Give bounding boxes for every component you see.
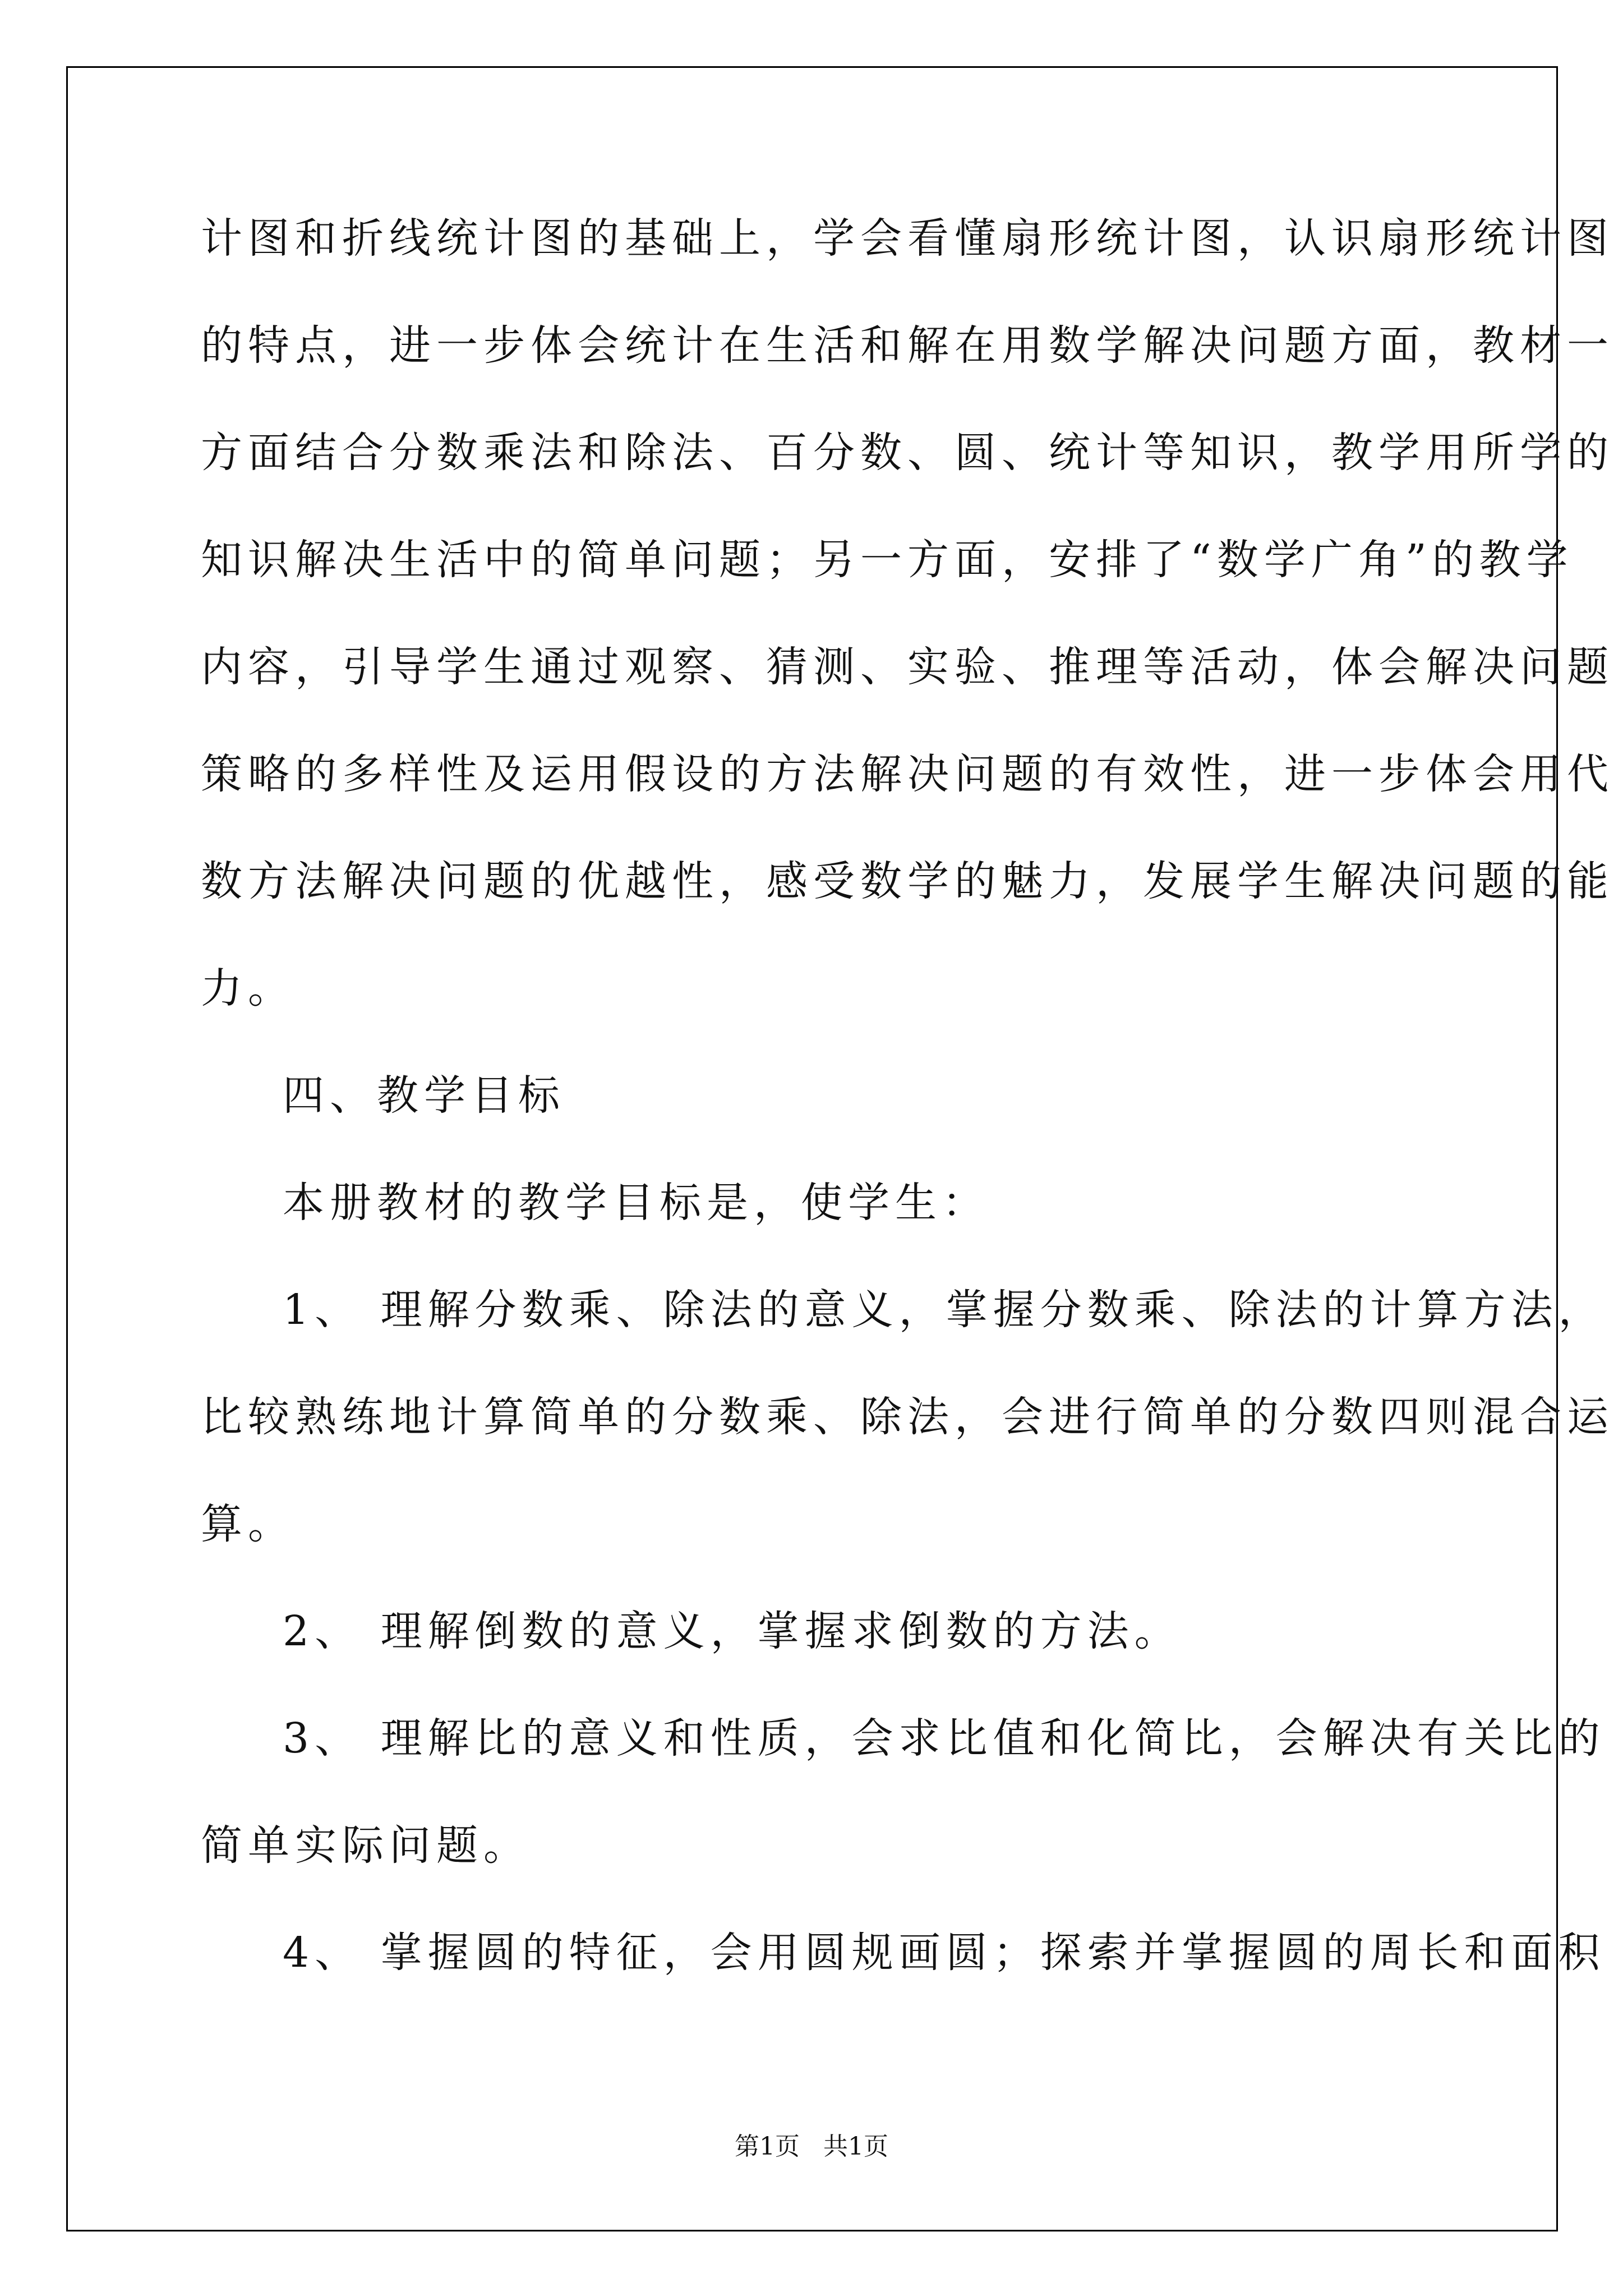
text-line: 力。 bbox=[201, 964, 295, 1013]
page-footer bbox=[0, 2126, 1623, 2162]
list-item: 3、 理解比的意义和性质，会求比值和化简比，会解决有关比的 bbox=[283, 1714, 1606, 1763]
text-line: 本册教材的教学目标是，使学生： bbox=[283, 1179, 989, 1227]
text-line: 数方法解决问题的优越性，感受数学的魅力，发展学生解决问题的能 bbox=[201, 857, 1614, 905]
text-line: 的特点，进一步体会统计在生活和解在用数学解决问题方面，教材一 bbox=[201, 321, 1614, 370]
section-heading: 四、教学目标 bbox=[283, 1071, 565, 1120]
text-line: 内容，引导学生通过观察、猜测、实验、推理等活动，体会解决问题 bbox=[201, 643, 1614, 691]
text-line: 比较熟练地计算简单的分数乘、除法，会进行简单的分数四则混合运 bbox=[201, 1393, 1614, 1441]
page-number: 第1页 bbox=[735, 2132, 800, 2161]
list-item: 2、 理解倒数的意义，掌握求倒数的方法。 bbox=[283, 1607, 1182, 1655]
text-line: 简单实际问题。 bbox=[201, 1821, 531, 1870]
list-item: 4、 掌握圆的特征，会用圆规画圆；探索并掌握圆的周长和面积 bbox=[283, 1929, 1606, 1977]
text-line: 算。 bbox=[201, 1500, 295, 1548]
page-total: 共1页 bbox=[823, 2132, 888, 2161]
text-line: 策略的多样性及运用假设的方法解决问题的有效性，进一步体会用代 bbox=[201, 750, 1614, 798]
text-line: 方面结合分数乘法和除法、百分数、圆、统计等知识，教学用所学的 bbox=[201, 429, 1614, 477]
text-line: 知识解决生活中的简单问题；另一方面，安排了“数学广角”的教学 bbox=[201, 536, 1574, 584]
page-border bbox=[66, 66, 1558, 2231]
text-line: 计图和折线统计图的基础上，学会看懂扇形统计图，认识扇形统计图 bbox=[201, 214, 1614, 263]
list-item: 1、 理解分数乘、除法的意义，掌握分数乘、除法的计算方法， bbox=[283, 1286, 1606, 1334]
